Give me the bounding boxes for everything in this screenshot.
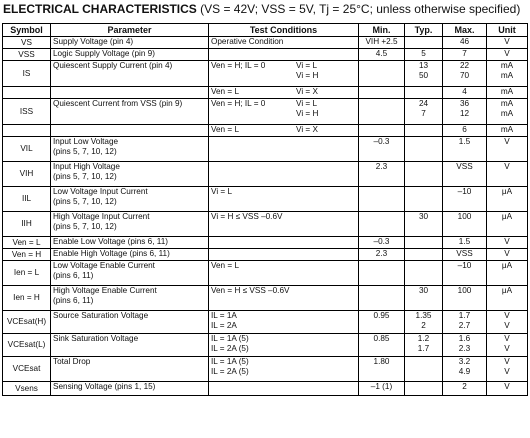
parameter-cell <box>51 286 209 311</box>
parameter-line: (pins 6, 11) <box>53 271 94 280</box>
max-cell <box>443 87 487 99</box>
max-value: 1.7 <box>458 311 471 320</box>
parameter-line: Low Voltage Input Current <box>53 187 148 196</box>
max-cell <box>443 382 487 396</box>
symbol-cell: Ien = H <box>3 286 51 311</box>
min-cell <box>359 382 405 396</box>
test-conditions-cell <box>209 286 359 311</box>
typ-value: 1.35 <box>415 311 432 320</box>
symbol-cell: VSS <box>3 49 51 61</box>
max-value: 2 <box>462 382 467 391</box>
header-symbol: Symbol <box>3 24 51 37</box>
unit-value: V <box>504 311 510 320</box>
min-value: 0.95 <box>373 311 390 320</box>
test-conditions-cell <box>209 137 359 162</box>
parameter-line: Sink Saturation Voltage <box>53 334 139 343</box>
symbol-cell: Ven = L <box>3 237 51 249</box>
parameter-line: Enable Low Voltage (pins 6, 11) <box>53 237 169 246</box>
min-cell <box>359 261 405 286</box>
max-cell <box>443 334 487 357</box>
max-value: 6 <box>462 125 467 134</box>
typ-cell <box>405 87 443 99</box>
unit-cell <box>487 237 528 249</box>
typ-value: 24 <box>418 99 429 108</box>
unit-cell <box>487 49 528 61</box>
max-value: 2.7 <box>458 321 471 330</box>
symbol-cell <box>3 125 51 137</box>
unit-cell <box>487 311 528 334</box>
test-conditions-cell <box>209 187 359 212</box>
condition-line: IL = 1A <box>211 311 237 320</box>
symbol-cell <box>3 87 51 99</box>
min-value: 2.3 <box>375 249 388 258</box>
condition-line: Vi = H <box>296 109 319 118</box>
max-cell <box>443 311 487 334</box>
condition-line: Ven = H ≤ VSS –0.6V <box>211 286 290 295</box>
max-cell <box>443 37 487 49</box>
table-row <box>3 49 528 61</box>
max-cell <box>443 187 487 212</box>
max-cell <box>443 212 487 237</box>
unit-cell <box>487 357 528 382</box>
max-value: 1.6 <box>458 334 471 343</box>
table-row <box>3 382 528 396</box>
symbol-cell: IS <box>3 61 51 87</box>
typ-cell <box>405 334 443 357</box>
parameter-cell <box>51 87 209 99</box>
unit-value: V <box>504 321 510 330</box>
parameter-cell <box>51 37 209 49</box>
typ-value: 1.7 <box>417 344 430 353</box>
min-cell <box>359 286 405 311</box>
typ-cell <box>405 49 443 61</box>
parameter-line: (pins 5, 7, 10, 12) <box>53 172 117 181</box>
unit-value: V <box>504 162 510 171</box>
condition-line: Vi = H ≤ VSS –0.6V <box>211 212 283 221</box>
parameter-cell <box>51 311 209 334</box>
typ-cell <box>405 382 443 396</box>
min-cell <box>359 187 405 212</box>
parameter-line: High Voltage Input Current <box>53 212 150 221</box>
max-value: 36 <box>459 99 470 108</box>
typ-cell <box>405 125 443 137</box>
test-conditions-cell <box>209 261 359 286</box>
table-row <box>3 162 528 187</box>
typ-cell <box>405 357 443 382</box>
symbol-cell: VCEsat(H) <box>3 311 51 334</box>
parameter-cell <box>51 99 209 125</box>
test-conditions-cell <box>209 334 359 357</box>
max-cell <box>443 261 487 286</box>
parameter-line: Input Low Voltage <box>53 137 119 146</box>
typ-cell <box>405 286 443 311</box>
max-value: 100 <box>457 286 472 295</box>
unit-value: μA <box>501 212 513 221</box>
unit-value: V <box>504 37 510 46</box>
typ-cell <box>405 212 443 237</box>
typ-value: 2 <box>421 321 426 330</box>
max-value: 7 <box>462 49 467 58</box>
parameter-line: (pins 6, 11) <box>53 296 94 305</box>
unit-cell <box>487 261 528 286</box>
parameter-line: Low Voltage Enable Current <box>53 261 155 270</box>
electrical-characteristics-table <box>2 23 528 396</box>
condition-line: Ven = L <box>211 87 239 96</box>
symbol-cell: Vsens <box>3 382 51 396</box>
parameter-line: (pins 5, 7, 10, 12) <box>53 222 117 231</box>
min-value: 0.85 <box>373 334 390 343</box>
min-cell <box>359 99 405 125</box>
test-conditions-cell <box>209 357 359 382</box>
unit-value: mA <box>500 61 514 70</box>
table-row <box>3 237 528 249</box>
parameter-cell <box>51 61 209 87</box>
test-conditions-cell <box>209 237 359 249</box>
unit-value: μA <box>501 261 513 270</box>
table-row <box>3 212 528 237</box>
parameter-cell <box>51 49 209 61</box>
min-cell <box>359 212 405 237</box>
test-conditions-cell <box>209 37 359 49</box>
unit-value: V <box>504 237 510 246</box>
min-cell <box>359 357 405 382</box>
min-cell <box>359 162 405 187</box>
title-bold: ELECTRICAL CHARACTERISTICS <box>3 2 197 16</box>
max-value: 4.9 <box>458 367 471 376</box>
parameter-line: Quiescent Supply Current (pin 4) <box>53 61 173 70</box>
symbol-cell: VIL <box>3 137 51 162</box>
unit-value: μA <box>501 286 513 295</box>
condition-line: IL = 2A (5) <box>211 344 249 353</box>
symbol-cell: VCEsat(L) <box>3 334 51 357</box>
condition-line: Ven = H; IL = 0 <box>211 99 266 108</box>
min-value: –0.3 <box>373 137 390 146</box>
condition-line: Vi = L <box>296 99 318 108</box>
parameter-cell <box>51 382 209 396</box>
unit-cell <box>487 249 528 261</box>
parameter-cell <box>51 162 209 187</box>
unit-value: μA <box>501 187 513 196</box>
unit-value: V <box>504 334 510 343</box>
max-cell <box>443 49 487 61</box>
min-value: 4.5 <box>375 49 388 58</box>
max-value: VSS <box>456 162 473 171</box>
typ-value: 30 <box>418 212 429 221</box>
test-conditions-cell <box>209 162 359 187</box>
header-unit: Unit <box>487 24 528 37</box>
min-cell <box>359 87 405 99</box>
max-value: 22 <box>459 61 470 70</box>
typ-cell <box>405 311 443 334</box>
table-row <box>3 125 528 137</box>
parameter-cell <box>51 249 209 261</box>
condition-line: Vi = L <box>296 61 318 70</box>
min-cell <box>359 37 405 49</box>
min-cell <box>359 49 405 61</box>
table-row <box>3 61 528 87</box>
max-cell <box>443 357 487 382</box>
condition-line: Vi = L <box>211 187 233 196</box>
max-cell <box>443 137 487 162</box>
test-conditions-cell <box>209 61 359 87</box>
symbol-cell: Ien = L <box>3 261 51 286</box>
condition-line: Operative Condition <box>211 37 284 46</box>
max-cell <box>443 125 487 137</box>
symbol-cell: IIH <box>3 212 51 237</box>
table-row <box>3 357 528 382</box>
parameter-cell <box>51 261 209 286</box>
parameter-cell <box>51 137 209 162</box>
condition-line: IL = 2A (5) <box>211 367 249 376</box>
condition-line: Ven = L <box>211 261 239 270</box>
parameter-line: High Voltage Enable Current <box>53 286 157 295</box>
test-conditions-cell <box>209 212 359 237</box>
condition-line: Vi = H <box>296 71 319 80</box>
max-value: 12 <box>459 109 470 118</box>
condition-line: Vi = X <box>296 125 318 134</box>
condition-line: IL = 1A (5) <box>211 334 249 343</box>
parameter-cell <box>51 334 209 357</box>
max-cell <box>443 99 487 125</box>
header-parameter: Parameter <box>51 24 209 37</box>
unit-cell <box>487 382 528 396</box>
min-cell <box>359 237 405 249</box>
unit-cell <box>487 99 528 125</box>
table-row <box>3 137 528 162</box>
unit-cell <box>487 87 528 99</box>
parameter-line: Source Saturation Voltage <box>53 311 149 320</box>
table-row <box>3 261 528 286</box>
parameter-line: (pins 5, 7, 10, 12) <box>53 197 117 206</box>
typ-value: 5 <box>421 49 426 58</box>
max-cell <box>443 249 487 261</box>
typ-cell <box>405 137 443 162</box>
parameter-line: Logic Supply Voltage (pin 9) <box>53 49 155 58</box>
unit-value: V <box>504 367 510 376</box>
typ-cell <box>405 61 443 87</box>
max-value: 46 <box>459 37 470 46</box>
parameter-cell <box>51 187 209 212</box>
unit-value: V <box>504 249 510 258</box>
test-conditions-cell <box>209 311 359 334</box>
condition-line: IL = 1A (5) <box>211 357 249 366</box>
symbol-cell: VIH <box>3 162 51 187</box>
min-value: –1 (1) <box>370 382 393 391</box>
parameter-cell <box>51 357 209 382</box>
parameter-cell <box>51 125 209 137</box>
max-cell <box>443 162 487 187</box>
typ-value: 30 <box>418 286 429 295</box>
min-cell <box>359 137 405 162</box>
min-cell <box>359 311 405 334</box>
unit-cell <box>487 334 528 357</box>
test-conditions-cell <box>209 49 359 61</box>
unit-value: V <box>504 382 510 391</box>
test-conditions-cell <box>209 382 359 396</box>
max-value: 100 <box>457 212 472 221</box>
unit-cell <box>487 125 528 137</box>
unit-value: V <box>504 137 510 146</box>
unit-value: mA <box>500 71 514 80</box>
unit-value: mA <box>500 87 514 96</box>
unit-value: V <box>504 49 510 58</box>
typ-value: 7 <box>421 109 426 118</box>
max-cell <box>443 61 487 87</box>
table-row <box>3 37 528 49</box>
min-value: –0.3 <box>373 237 390 246</box>
unit-cell <box>487 61 528 87</box>
typ-cell <box>405 99 443 125</box>
max-value: 2.3 <box>458 344 471 353</box>
header-max: Max. <box>443 24 487 37</box>
table-row <box>3 99 528 125</box>
table-row <box>3 87 528 99</box>
test-conditions-cell <box>209 249 359 261</box>
parameter-line: (pins 5, 7, 10, 12) <box>53 147 117 156</box>
table-title <box>3 2 520 16</box>
parameter-cell <box>51 212 209 237</box>
table-row <box>3 311 528 334</box>
test-conditions-cell <box>209 99 359 125</box>
min-value: VIH +2.5 <box>365 37 398 46</box>
unit-cell <box>487 187 528 212</box>
typ-cell <box>405 249 443 261</box>
symbol-cell: VS <box>3 37 51 49</box>
test-conditions-cell <box>209 87 359 99</box>
typ-cell <box>405 162 443 187</box>
table-row <box>3 334 528 357</box>
typ-cell <box>405 187 443 212</box>
table-row <box>3 187 528 212</box>
condition-line: Vi = X <box>296 87 318 96</box>
typ-value: 50 <box>418 71 429 80</box>
typ-cell <box>405 37 443 49</box>
max-value: 1.5 <box>458 137 471 146</box>
parameter-line: Input High Voltage <box>53 162 120 171</box>
typ-cell <box>405 261 443 286</box>
condition-line: Ven = L <box>211 125 239 134</box>
symbol-cell: Ven = H <box>3 249 51 261</box>
unit-value: mA <box>500 109 514 118</box>
min-cell <box>359 249 405 261</box>
title-conditions: (VS = 42V; VSS = 5V, Tj = 25°C; unless otherwise specified) <box>200 2 521 16</box>
parameter-line: Total Drop <box>53 357 91 366</box>
typ-value: 13 <box>418 61 429 70</box>
header-typ: Typ. <box>405 24 443 37</box>
min-cell <box>359 61 405 87</box>
parameter-line: Supply Voltage (pin 4) <box>53 37 134 46</box>
max-value: –10 <box>457 187 472 196</box>
parameter-line: Quiescent Current from VSS (pin 9) <box>53 99 183 108</box>
test-conditions-cell <box>209 125 359 137</box>
typ-cell <box>405 237 443 249</box>
min-value: 1.80 <box>373 357 390 366</box>
parameter-line: Enable High Voltage (pins 6, 11) <box>53 249 170 258</box>
table-row <box>3 286 528 311</box>
min-cell <box>359 334 405 357</box>
max-value: 3.2 <box>458 357 471 366</box>
max-value: –10 <box>457 261 472 270</box>
symbol-cell: VCEsat <box>3 357 51 382</box>
unit-cell <box>487 162 528 187</box>
min-cell <box>359 125 405 137</box>
condition-line: Ven = H; IL = 0 <box>211 61 266 70</box>
unit-cell <box>487 286 528 311</box>
header-min: Min. <box>359 24 405 37</box>
max-value: 4 <box>462 87 467 96</box>
max-value: VSS <box>456 249 473 258</box>
parameter-line: Sensing Voltage (pins 1, 15) <box>53 382 156 391</box>
unit-cell <box>487 212 528 237</box>
min-value: 2.3 <box>375 162 388 171</box>
parameter-cell <box>51 237 209 249</box>
typ-value: 1.2 <box>417 334 430 343</box>
unit-value: V <box>504 357 510 366</box>
unit-value: mA <box>500 99 514 108</box>
header-test-conditions: Test Conditions <box>209 24 359 37</box>
unit-value: mA <box>500 125 514 134</box>
symbol-cell: IIL <box>3 187 51 212</box>
header-row <box>3 24 528 37</box>
table-row <box>3 249 528 261</box>
max-cell <box>443 237 487 249</box>
max-cell <box>443 286 487 311</box>
max-value: 70 <box>459 71 470 80</box>
unit-value: V <box>504 344 510 353</box>
max-value: 1.5 <box>458 237 471 246</box>
unit-cell <box>487 137 528 162</box>
unit-cell <box>487 37 528 49</box>
symbol-cell: ISS <box>3 99 51 125</box>
condition-line: IL = 2A <box>211 321 237 330</box>
